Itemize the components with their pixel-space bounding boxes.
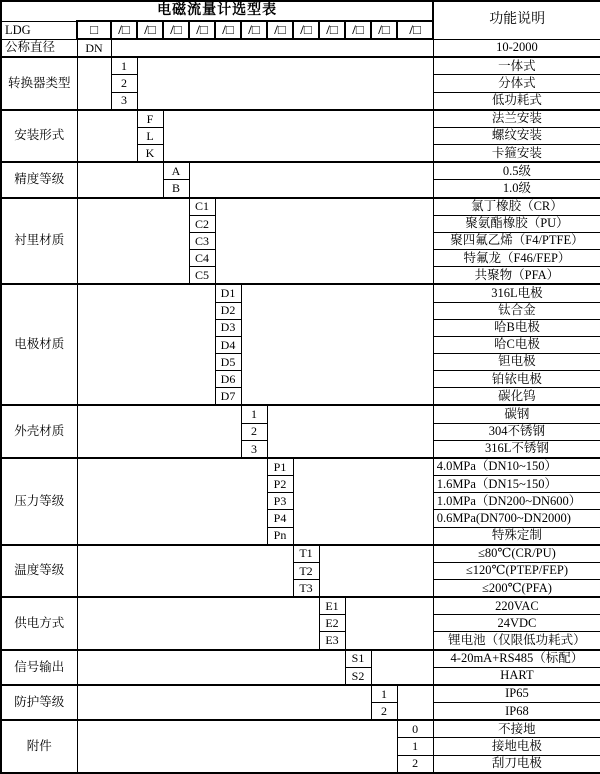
- option-description: 特氟龙（F46/FEP）: [433, 250, 600, 267]
- option-description: ≤200℃(PFA): [433, 580, 600, 598]
- option-description: 铂铱电极: [433, 371, 600, 388]
- model-box-slot: /□: [267, 21, 293, 39]
- spacer: [77, 458, 267, 545]
- option-code: 2: [241, 423, 267, 440]
- option-description: 卡箍安装: [433, 145, 600, 163]
- category-label: 电极材质: [1, 284, 77, 405]
- model-box-slot: /□: [137, 21, 163, 39]
- option-description: 10-2000: [433, 39, 600, 57]
- spacer: [241, 284, 433, 405]
- spacer: [163, 110, 433, 162]
- option-code: DN: [77, 39, 111, 57]
- spacer: [77, 650, 345, 685]
- option-code: S2: [345, 667, 371, 685]
- option-code: B: [163, 180, 189, 198]
- spacer: [111, 39, 433, 57]
- option-description: 钽电极: [433, 353, 600, 370]
- option-code: C4: [189, 250, 215, 267]
- option-code: C3: [189, 232, 215, 249]
- option-code: F: [137, 110, 163, 128]
- option-code: E2: [319, 615, 345, 632]
- option-code: T2: [293, 562, 319, 579]
- category-label: 压力等级: [1, 458, 77, 545]
- option-description: 1.6MPa（DN15~150）: [433, 476, 600, 493]
- function-column-header: 功能说明: [433, 1, 600, 39]
- option-code: D3: [215, 319, 241, 336]
- option-code: K: [137, 145, 163, 163]
- option-description: 特殊定制: [433, 527, 600, 545]
- spacer: [77, 597, 319, 649]
- option-code: D7: [215, 388, 241, 406]
- option-code: D6: [215, 371, 241, 388]
- option-code: A: [163, 162, 189, 180]
- option-description: 聚四氟乙烯（F4/PTFE）: [433, 232, 600, 249]
- option-description: 不接地: [433, 720, 600, 738]
- option-description: IP68: [433, 703, 600, 721]
- option-code: E3: [319, 632, 345, 650]
- option-description: 接地电极: [433, 738, 600, 755]
- option-code: 1: [371, 685, 397, 703]
- category-label: 公称直径: [1, 39, 77, 57]
- option-code: L: [137, 127, 163, 144]
- option-description: 0.6MPa(DN700~DN2000): [433, 510, 600, 527]
- option-description: 316L不锈钢: [433, 440, 600, 458]
- option-description: 0.5级: [433, 162, 600, 180]
- option-description: 一体式: [433, 57, 600, 75]
- option-code: 1: [241, 405, 267, 423]
- category-label: 转换器类型: [1, 57, 77, 109]
- option-description: 1.0级: [433, 180, 600, 198]
- option-code: D5: [215, 353, 241, 370]
- option-description: 螺纹安装: [433, 127, 600, 144]
- option-code: T3: [293, 580, 319, 598]
- model-box-slot: /□: [397, 21, 433, 39]
- option-code: D4: [215, 336, 241, 353]
- page-title: 电磁流量计选型表: [1, 1, 433, 21]
- option-description: 锂电池（仅限低功耗式）: [433, 632, 600, 650]
- option-code: 0: [397, 720, 433, 738]
- option-description: 共聚物（PFA）: [433, 267, 600, 285]
- spacer: [77, 198, 189, 285]
- option-description: 氯丁橡胶（CR）: [433, 198, 600, 216]
- option-description: 聚氨酯橡胶（PU）: [433, 215, 600, 232]
- spacer: [319, 545, 433, 597]
- option-code: T1: [293, 545, 319, 563]
- option-description: HART: [433, 667, 600, 685]
- category-label: 信号输出: [1, 650, 77, 685]
- option-description: 法兰安装: [433, 110, 600, 128]
- option-description: IP65: [433, 685, 600, 703]
- model-box-slot: /□: [241, 21, 267, 39]
- option-description: 4-20mA+RS485（标配）: [433, 650, 600, 668]
- option-description: 24VDC: [433, 615, 600, 632]
- spacer: [77, 720, 397, 772]
- option-description: 钛合金: [433, 302, 600, 319]
- spacer: [189, 162, 433, 197]
- spacer: [77, 685, 371, 720]
- spacer: [77, 545, 293, 597]
- option-code: 2: [111, 75, 137, 92]
- option-code: D2: [215, 302, 241, 319]
- category-label: 供电方式: [1, 597, 77, 649]
- model-box-slot: /□: [345, 21, 371, 39]
- option-code: E1: [319, 597, 345, 615]
- model-prefix: LDG: [1, 21, 77, 39]
- option-code: P4: [267, 510, 293, 527]
- option-description: 刮刀电极: [433, 755, 600, 773]
- option-description: 1.0MPa（DN200~DN600）: [433, 493, 600, 510]
- model-box-slot: /□: [163, 21, 189, 39]
- category-label: 附件: [1, 720, 77, 772]
- spacer: [267, 405, 433, 457]
- option-code: C2: [189, 215, 215, 232]
- spacer: [137, 57, 433, 109]
- model-box-slot: /□: [371, 21, 397, 39]
- option-description: 哈B电极: [433, 319, 600, 336]
- option-description: ≤120℃(PTEP/FEP): [433, 562, 600, 579]
- option-code: C1: [189, 198, 215, 216]
- option-code: 2: [397, 755, 433, 773]
- option-code: 2: [371, 703, 397, 721]
- option-code: P1: [267, 458, 293, 476]
- option-description: 316L电极: [433, 284, 600, 302]
- option-description: 碳化钨: [433, 388, 600, 406]
- option-description: 碳钢: [433, 405, 600, 423]
- model-box-slot: /□: [215, 21, 241, 39]
- spacer: [77, 162, 163, 197]
- model-box-slot: /□: [189, 21, 215, 39]
- option-code: P2: [267, 476, 293, 493]
- option-description: 304不锈钢: [433, 423, 600, 440]
- spacer: [397, 685, 433, 720]
- option-code: Pn: [267, 527, 293, 545]
- option-description: 低功耗式: [433, 92, 600, 110]
- spacer: [371, 650, 433, 685]
- model-box-slot: /□: [293, 21, 319, 39]
- option-description: ≤80℃(CR/PU): [433, 545, 600, 563]
- spacer: [293, 458, 433, 545]
- option-code: 3: [241, 440, 267, 458]
- option-code: 1: [397, 738, 433, 755]
- category-label: 精度等级: [1, 162, 77, 197]
- model-box-slot: /□: [319, 21, 345, 39]
- option-description: 4.0MPa（DN10~150）: [433, 458, 600, 476]
- category-label: 温度等级: [1, 545, 77, 597]
- option-code: D1: [215, 284, 241, 302]
- option-code: S1: [345, 650, 371, 668]
- model-box-slot: /□: [111, 21, 137, 39]
- option-code: C5: [189, 267, 215, 285]
- spacer: [77, 284, 215, 405]
- spacer: [345, 597, 433, 649]
- model-box-slot: □: [77, 21, 111, 39]
- option-description: 分体式: [433, 75, 600, 92]
- option-code: 3: [111, 92, 137, 110]
- category-label: 外壳材质: [1, 405, 77, 457]
- option-description: 220VAC: [433, 597, 600, 615]
- option-description: 哈C电极: [433, 336, 600, 353]
- spacer: [77, 110, 137, 162]
- category-label: 安装形式: [1, 110, 77, 162]
- option-code: P3: [267, 493, 293, 510]
- spacer: [77, 57, 111, 109]
- category-label: 防护等级: [1, 685, 77, 720]
- spacer: [77, 405, 241, 457]
- option-code: 1: [111, 57, 137, 75]
- category-label: 衬里材质: [1, 198, 77, 285]
- spacer: [215, 198, 433, 285]
